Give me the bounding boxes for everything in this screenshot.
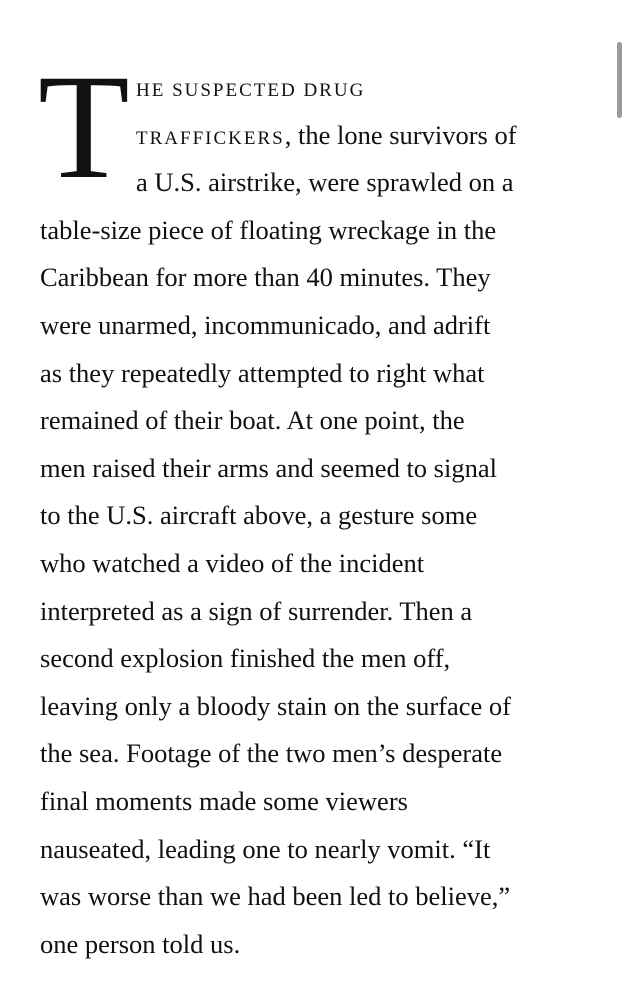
article-line-7: as they repeatedly attempted to right what	[40, 357, 485, 388]
article-line-8: remained of their boat. At one point, the	[40, 405, 465, 436]
article-body	[38, 44, 600, 968]
article-line-text: , the lone survivors of	[284, 119, 517, 150]
article-line-9: men raised their arms and seemed to signal	[40, 452, 497, 483]
article-line-16: final moments made some viewers	[40, 785, 408, 816]
article-line-3: a U.S. airstrike, were sprawled on a	[136, 167, 514, 198]
lead-smallcaps-2: TRAFFICKERS	[136, 127, 285, 149]
scrollbar-thumb[interactable]	[617, 42, 622, 118]
article-line-6: were unarmed, incommunicado, and adrift	[40, 309, 491, 340]
article-line-19: one person told us.	[40, 928, 241, 959]
lead-smallcaps-1: HE SUSPECTED DRUG	[136, 80, 366, 101]
article-line-5: Caribbean for more than 40 minutes. They	[40, 262, 491, 293]
article-line-12: interpreted as a sign of surrender. Then a	[40, 595, 473, 626]
article-line-18: was worse than we had been led to believe,”	[40, 881, 511, 912]
article-line-10: to the U.S. aircraft above, a gesture some	[40, 500, 478, 531]
article-line-17: nauseated, leading one to nearly vomit. “It	[40, 833, 491, 864]
article-line-15: the sea. Footage of the two men’s desperate	[40, 738, 503, 769]
article-line-4: table-size piece of floating wreckage in the	[40, 214, 497, 245]
article-line-14: leaving only a bloody stain on the surface of	[40, 690, 511, 721]
article-line-13: second explosion finished the men off,	[40, 643, 451, 674]
article-line-11: who watched a video of the incident	[40, 547, 425, 578]
drop-cap: T	[38, 44, 130, 210]
